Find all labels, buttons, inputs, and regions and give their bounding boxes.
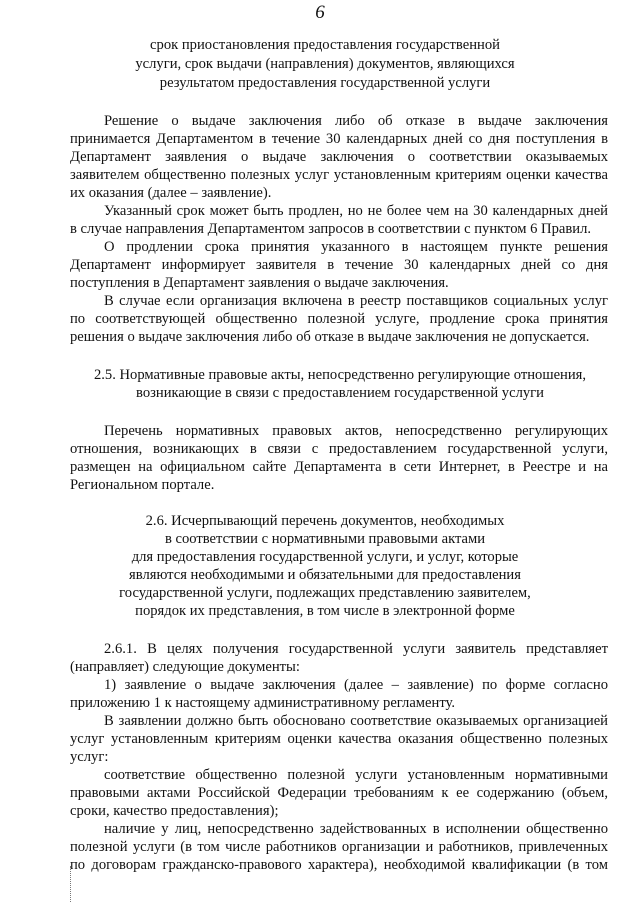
paragraph-line: (направляет) следующие документы: bbox=[70, 659, 300, 675]
section-heading-line: являются необходимыми и обязательными для предоставления bbox=[129, 567, 521, 583]
paragraph-line: услуг установленным критериям оценки качества оказания общественно полезных bbox=[70, 731, 608, 747]
paragraph-line: услуг: bbox=[70, 749, 109, 765]
paragraph-line: В заявлении должно быть обосновано соответствие оказываемых организацией bbox=[104, 713, 608, 729]
page-number: 6 bbox=[315, 2, 325, 23]
paragraph-line: по соответствующей общественно полезной услуге, продление срока принятия bbox=[70, 311, 608, 327]
paragraph-line: поступления в Департамент заявления о выдаче заключения. bbox=[70, 275, 449, 291]
section-heading-line: для предоставления государственной услуги, и услуг, которые bbox=[131, 549, 519, 565]
section-heading-line: срок приостановления предоставления государственной bbox=[150, 37, 500, 53]
paragraph-line: Решение о выдаче заключения либо об отказе в выдаче заключения bbox=[104, 113, 608, 129]
paragraph-line: правовыми актами Российской Федерации требованиям к ее содержанию (объем, bbox=[70, 785, 608, 801]
paragraph-line: размещен на официальном сайте Департамента в сети Интернет, в Реестре и на bbox=[70, 459, 608, 475]
section-heading-line: 2.5. Нормативные правовые акты, непосредственно регулирующие отношения, bbox=[93, 367, 587, 383]
paragraph-line: заявителем общественно полезных услуг установленным критериям оценки качества bbox=[70, 167, 608, 183]
paragraph-line: О продлении срока принятия указанного в настоящем пункте решения bbox=[104, 239, 608, 255]
paragraph-line: Указанный срок может быть продлен, но не более чем на 30 календарных дней bbox=[104, 203, 608, 219]
paragraph-line: полезной услуги (в том числе работников организации и работников, привлеченных bbox=[70, 839, 608, 855]
paragraph-line: принимается Департаментом в течение 30 календарных дней со дня поступления в bbox=[70, 131, 608, 147]
paragraph-line: В случае если организация включена в реестр поставщиков социальных услуг bbox=[104, 293, 608, 309]
paragraph-line: приложению 1 к настоящему административному регламенту. bbox=[70, 695, 455, 711]
paragraph-line: в случае направления Департаментом запросов в соответствии с пунктом 6 Правил. bbox=[70, 221, 591, 237]
margin-mark bbox=[70, 866, 73, 902]
paragraph-line: соответствие общественно полезной услуги установленным нормативными bbox=[104, 767, 608, 783]
section-heading-line: порядок их представления, в том числе в электронной форме bbox=[135, 603, 515, 619]
paragraph-line: решения о выдаче заключения либо об отказе в выдаче заключения не допускается. bbox=[70, 329, 590, 345]
paragraph-line: 2.6.1. В целях получения государственной услуги заявитель представляет bbox=[104, 641, 608, 657]
paragraph-line: 1) заявление о выдаче заключения (далее – заявление) по форме согласно bbox=[104, 677, 608, 693]
paragraph-line: наличие у лиц, непосредственно задействованных в исполнении общественно bbox=[104, 821, 608, 837]
section-heading-line: услуги, срок выдачи (направления) документов, являющихся bbox=[135, 56, 515, 72]
paragraph-line: Департамент заявления о выдаче заключения о соответствии оказываемых bbox=[70, 149, 608, 165]
paragraph-line: по договорам гражданско-правового характера), необходимой квалификации (в том bbox=[70, 857, 608, 873]
paragraph-line: Перечень нормативных правовых актов, непосредственно регулирующих bbox=[104, 423, 608, 439]
section-heading-line: в соответствии с нормативными правовыми актами bbox=[164, 531, 486, 547]
paragraph-line: сроки, качество предоставления); bbox=[70, 803, 279, 819]
paragraph-line: Региональном портале. bbox=[70, 477, 215, 493]
paragraph-line: Департамент информирует заявителя в течение 30 календарных дней со дня bbox=[70, 257, 608, 273]
section-heading-line: государственной услуги, подлежащих представлению заявителем, bbox=[119, 585, 531, 601]
section-heading-line: результатом предоставления государственной услуги bbox=[159, 75, 491, 91]
section-heading-line: возникающие в связи с предоставлением государственной услуги bbox=[136, 385, 544, 401]
section-heading-line: 2.6. Исчерпывающий перечень документов, необходимых bbox=[145, 513, 505, 529]
paragraph-line: их оказания (далее – заявление). bbox=[70, 185, 272, 201]
paragraph-line: отношения, возникающих в связи с предоставлением государственной услуги, bbox=[70, 441, 608, 457]
